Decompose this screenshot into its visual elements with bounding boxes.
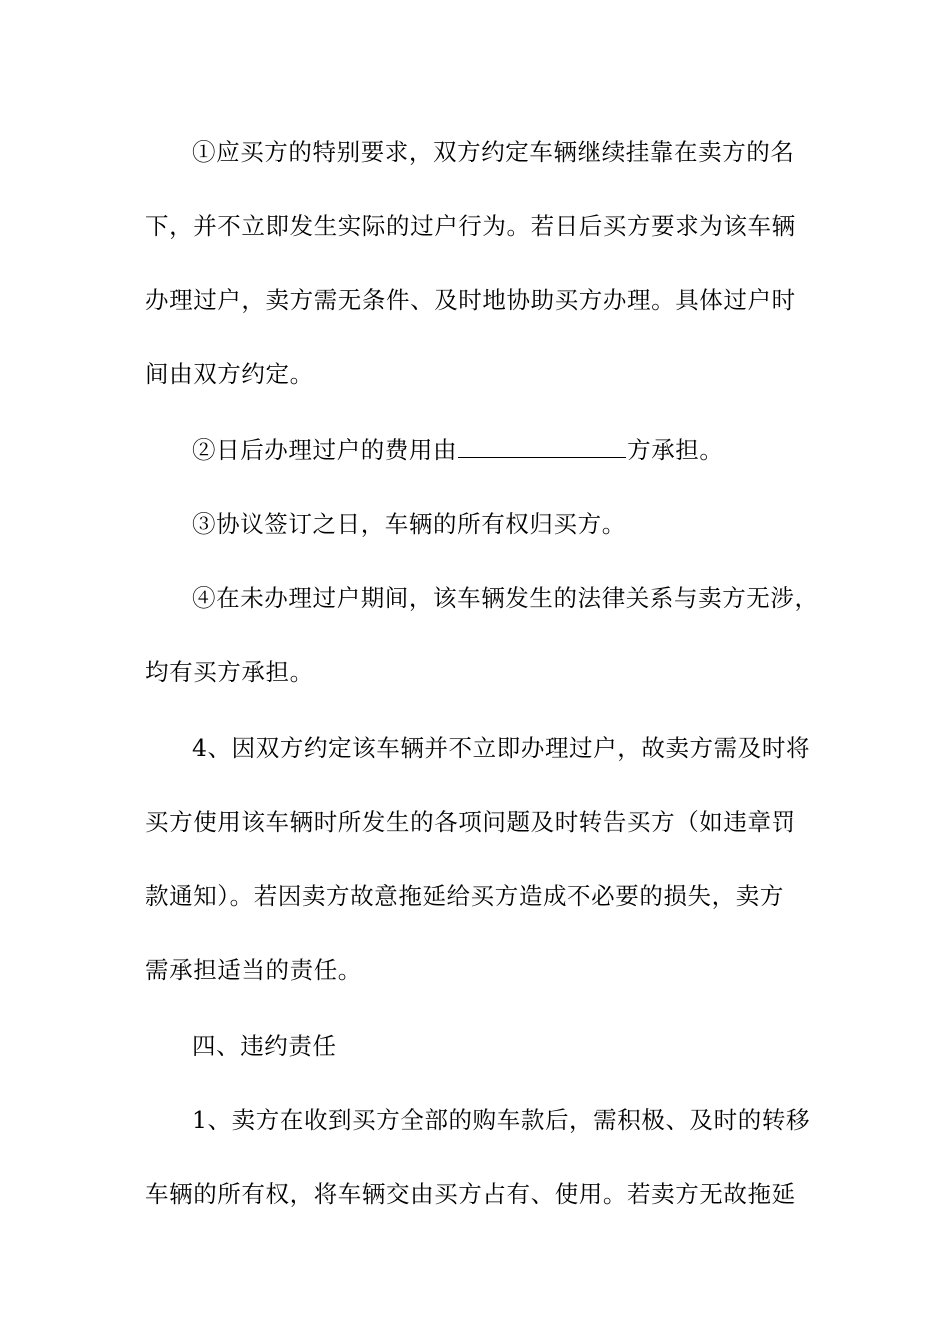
paragraph-line: 1、卖方在收到买方全部的购车款后，需积极、及时的转移 [192,1106,811,1134]
fee-clause-line [192,435,724,465]
paragraph-line: 下，并不立即发生实际的过户行为。若日后买方要求为该车辆 [145,212,796,240]
paragraph-line: 买方使用该车辆时所发生的各项问题及时转告买方（如违章罚 [145,808,796,836]
paragraph-line: 均有买方承担。 [145,658,314,686]
paragraph-line: 间由双方约定。 [145,360,314,388]
fee-clause-suffix: 方承担。 [627,436,724,464]
paragraph-line: 4、因双方约定该车辆并不立即办理过户，故卖方需及时将 [192,734,811,762]
paragraph-line: ④在未办理过户期间，该车辆发生的法律关系与卖方无涉， [192,584,819,612]
section-heading: 四、违约责任 [192,1032,337,1060]
paragraph-line: 车辆的所有权，将车辆交由买方占有、使用。若卖方无故拖延 [145,1180,796,1208]
paragraph-line: 办理过户，卖方需无条件、及时地协助买方办理。具体过户时 [145,286,796,314]
paragraph-line: 需承担适当的责任。 [145,956,362,984]
paragraph-line: ①应买方的特别要求，双方约定车辆继续挂靠在卖方的名 [192,138,795,166]
paragraph-line: ③协议签订之日，车辆的所有权归买方。 [192,510,626,538]
fee-clause-prefix: ②日后办理过户的费用由 [192,436,458,464]
fill-in-blank [458,435,626,458]
paragraph-line: 款通知）。若因卖方故意拖延给买方造成不必要的损失，卖方 [145,882,784,910]
